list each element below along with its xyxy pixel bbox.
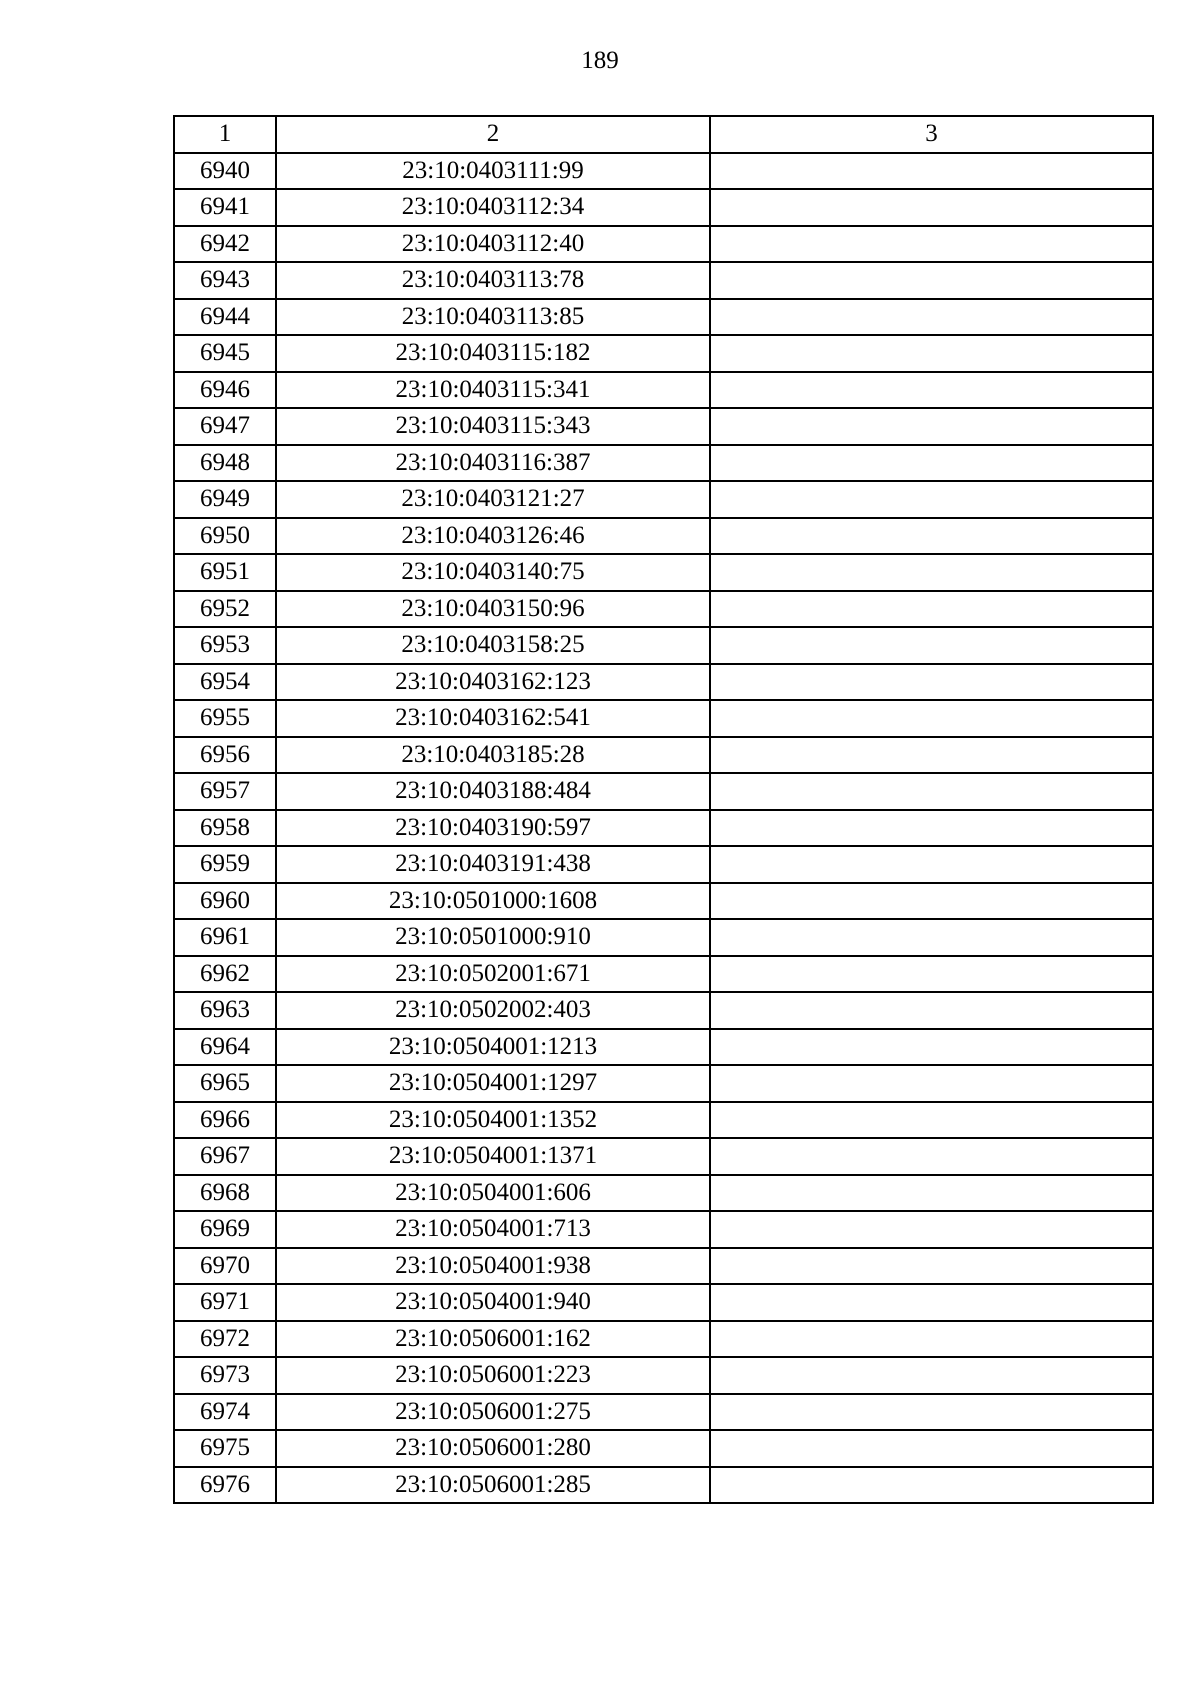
note-cell [710,445,1153,482]
table-row [174,189,1153,226]
row-number-cell: 6957 [174,773,276,810]
table-row [174,956,1153,993]
table-row [174,992,1153,1029]
note-cell [710,992,1153,1029]
cadastral-number-cell: 23:10:0403111:99 [276,153,710,190]
cadastral-number-cell: 23:10:0504001:938 [276,1248,710,1285]
table-body [174,153,1153,1504]
note-cell [710,335,1153,372]
row-number-cell: 6953 [174,627,276,664]
table-row [174,1357,1153,1394]
row-number-cell: 6956 [174,737,276,774]
row-number-cell: 6940 [174,153,276,190]
table-row [174,810,1153,847]
note-cell [710,919,1153,956]
table-row [174,262,1153,299]
row-number-cell: 6964 [174,1029,276,1066]
cadastral-number-cell: 23:10:0506001:275 [276,1394,710,1431]
row-number-cell: 6947 [174,408,276,445]
table-row [174,1394,1153,1431]
cadastral-number-cell: 23:10:0504001:940 [276,1284,710,1321]
table-row [174,664,1153,701]
row-number-cell: 6945 [174,335,276,372]
note-cell [710,262,1153,299]
cadastral-table [173,115,1154,1504]
cadastral-number-cell: 23:10:0506001:280 [276,1430,710,1467]
page-number: 189 [581,47,619,74]
table-row [174,846,1153,883]
row-number-cell: 6959 [174,846,276,883]
note-cell [710,1065,1153,1102]
cadastral-number-cell: 23:10:0403162:123 [276,664,710,701]
row-number-cell: 6972 [174,1321,276,1358]
cadastral-number-cell: 23:10:0403126:46 [276,518,710,555]
row-number-cell: 6961 [174,919,276,956]
note-cell [710,956,1153,993]
note-cell [710,1029,1153,1066]
cadastral-number-cell: 23:10:0506001:223 [276,1357,710,1394]
table-row [174,481,1153,518]
cadastral-number-cell: 23:10:0501000:1608 [276,883,710,920]
note-cell [710,591,1153,628]
note-cell [710,1394,1153,1431]
cadastral-number-cell: 23:10:0403185:28 [276,737,710,774]
note-cell [710,1321,1153,1358]
cadastral-number-cell: 23:10:0403121:27 [276,481,710,518]
note-cell [710,1284,1153,1321]
cadastral-number-cell: 23:10:0403115:341 [276,372,710,409]
note-cell [710,153,1153,190]
row-number-cell: 6944 [174,299,276,336]
table-row [174,591,1153,628]
header-col-2: 2 [276,116,710,153]
cadastral-number-cell: 23:10:0403113:78 [276,262,710,299]
note-cell [710,1211,1153,1248]
cadastral-number-cell: 23:10:0403112:40 [276,226,710,263]
cadastral-number-cell: 23:10:0403190:597 [276,810,710,847]
cadastral-number-cell: 23:10:0403150:96 [276,591,710,628]
cadastral-number-cell: 23:10:0504001:1371 [276,1138,710,1175]
cadastral-number-cell: 23:10:0403191:438 [276,846,710,883]
table-row [174,1321,1153,1358]
row-number-cell: 6967 [174,1138,276,1175]
note-cell [710,737,1153,774]
row-number-cell: 6946 [174,372,276,409]
cadastral-number-cell: 23:10:0403158:25 [276,627,710,664]
note-cell [710,846,1153,883]
row-number-cell: 6970 [174,1248,276,1285]
note-cell [710,1467,1153,1504]
note-cell [710,810,1153,847]
table-row [174,1284,1153,1321]
note-cell [710,226,1153,263]
row-number-cell: 6963 [174,992,276,1029]
note-cell [710,773,1153,810]
table-row [174,554,1153,591]
row-number-cell: 6960 [174,883,276,920]
cadastral-number-cell: 23:10:0403113:85 [276,299,710,336]
table-row [174,226,1153,263]
note-cell [710,1430,1153,1467]
table-row [174,1248,1153,1285]
row-number-cell: 6955 [174,700,276,737]
cadastral-number-cell: 23:10:0403112:34 [276,189,710,226]
note-cell [710,700,1153,737]
row-number-cell: 6974 [174,1394,276,1431]
row-number-cell: 6968 [174,1175,276,1212]
table-row [174,518,1153,555]
row-number-cell: 6976 [174,1467,276,1504]
row-number-cell: 6952 [174,591,276,628]
note-cell [710,664,1153,701]
cadastral-number-cell: 23:10:0506001:285 [276,1467,710,1504]
note-cell [710,1102,1153,1139]
note-cell [710,1248,1153,1285]
cadastral-number-cell: 23:10:0403162:541 [276,700,710,737]
note-cell [710,554,1153,591]
row-number-cell: 6965 [174,1065,276,1102]
cadastral-number-cell: 23:10:0506001:162 [276,1321,710,1358]
row-number-cell: 6951 [174,554,276,591]
cadastral-number-cell: 23:10:0502002:403 [276,992,710,1029]
row-number-cell: 6941 [174,189,276,226]
note-cell [710,1175,1153,1212]
table-row [174,299,1153,336]
cadastral-number-cell: 23:10:0504001:713 [276,1211,710,1248]
header-col-3: 3 [710,116,1153,153]
table-row [174,153,1153,190]
note-cell [710,1138,1153,1175]
cadastral-number-cell: 23:10:0403116:387 [276,445,710,482]
table-row [174,445,1153,482]
row-number-cell: 6958 [174,810,276,847]
table-row [174,627,1153,664]
table-row [174,1211,1153,1248]
row-number-cell: 6943 [174,262,276,299]
row-number-cell: 6962 [174,956,276,993]
cadastral-number-cell: 23:10:0504001:1352 [276,1102,710,1139]
cadastral-number-cell: 23:10:0504001:1297 [276,1065,710,1102]
table-row [174,1175,1153,1212]
note-cell [710,481,1153,518]
table-row [174,372,1153,409]
cadastral-number-cell: 23:10:0403115:182 [276,335,710,372]
table-row [174,1138,1153,1175]
note-cell [710,372,1153,409]
cadastral-number-cell: 23:10:0403140:75 [276,554,710,591]
header-col-1: 1 [174,116,276,153]
cadastral-number-cell: 23:10:0504001:606 [276,1175,710,1212]
table-row [174,1065,1153,1102]
table-header-row [174,116,1153,153]
row-number-cell: 6948 [174,445,276,482]
table-row [174,1430,1153,1467]
note-cell [710,189,1153,226]
row-number-cell: 6949 [174,481,276,518]
table-row [174,1029,1153,1066]
note-cell [710,299,1153,336]
table-row [174,737,1153,774]
table-row [174,1102,1153,1139]
note-cell [710,518,1153,555]
row-number-cell: 6973 [174,1357,276,1394]
table-row [174,773,1153,810]
table-row [174,335,1153,372]
table-row [174,700,1153,737]
table-row [174,919,1153,956]
table-row [174,883,1153,920]
table-row [174,408,1153,445]
cadastral-number-cell: 23:10:0501000:910 [276,919,710,956]
cadastral-number-cell: 23:10:0502001:671 [276,956,710,993]
row-number-cell: 6966 [174,1102,276,1139]
table-row [174,1467,1153,1504]
note-cell [710,408,1153,445]
cadastral-number-cell: 23:10:0403115:343 [276,408,710,445]
row-number-cell: 6971 [174,1284,276,1321]
row-number-cell: 6950 [174,518,276,555]
note-cell [710,627,1153,664]
cadastral-number-cell: 23:10:0403188:484 [276,773,710,810]
cadastral-number-cell: 23:10:0504001:1213 [276,1029,710,1066]
row-number-cell: 6969 [174,1211,276,1248]
row-number-cell: 6942 [174,226,276,263]
row-number-cell: 6975 [174,1430,276,1467]
note-cell [710,1357,1153,1394]
note-cell [710,883,1153,920]
row-number-cell: 6954 [174,664,276,701]
